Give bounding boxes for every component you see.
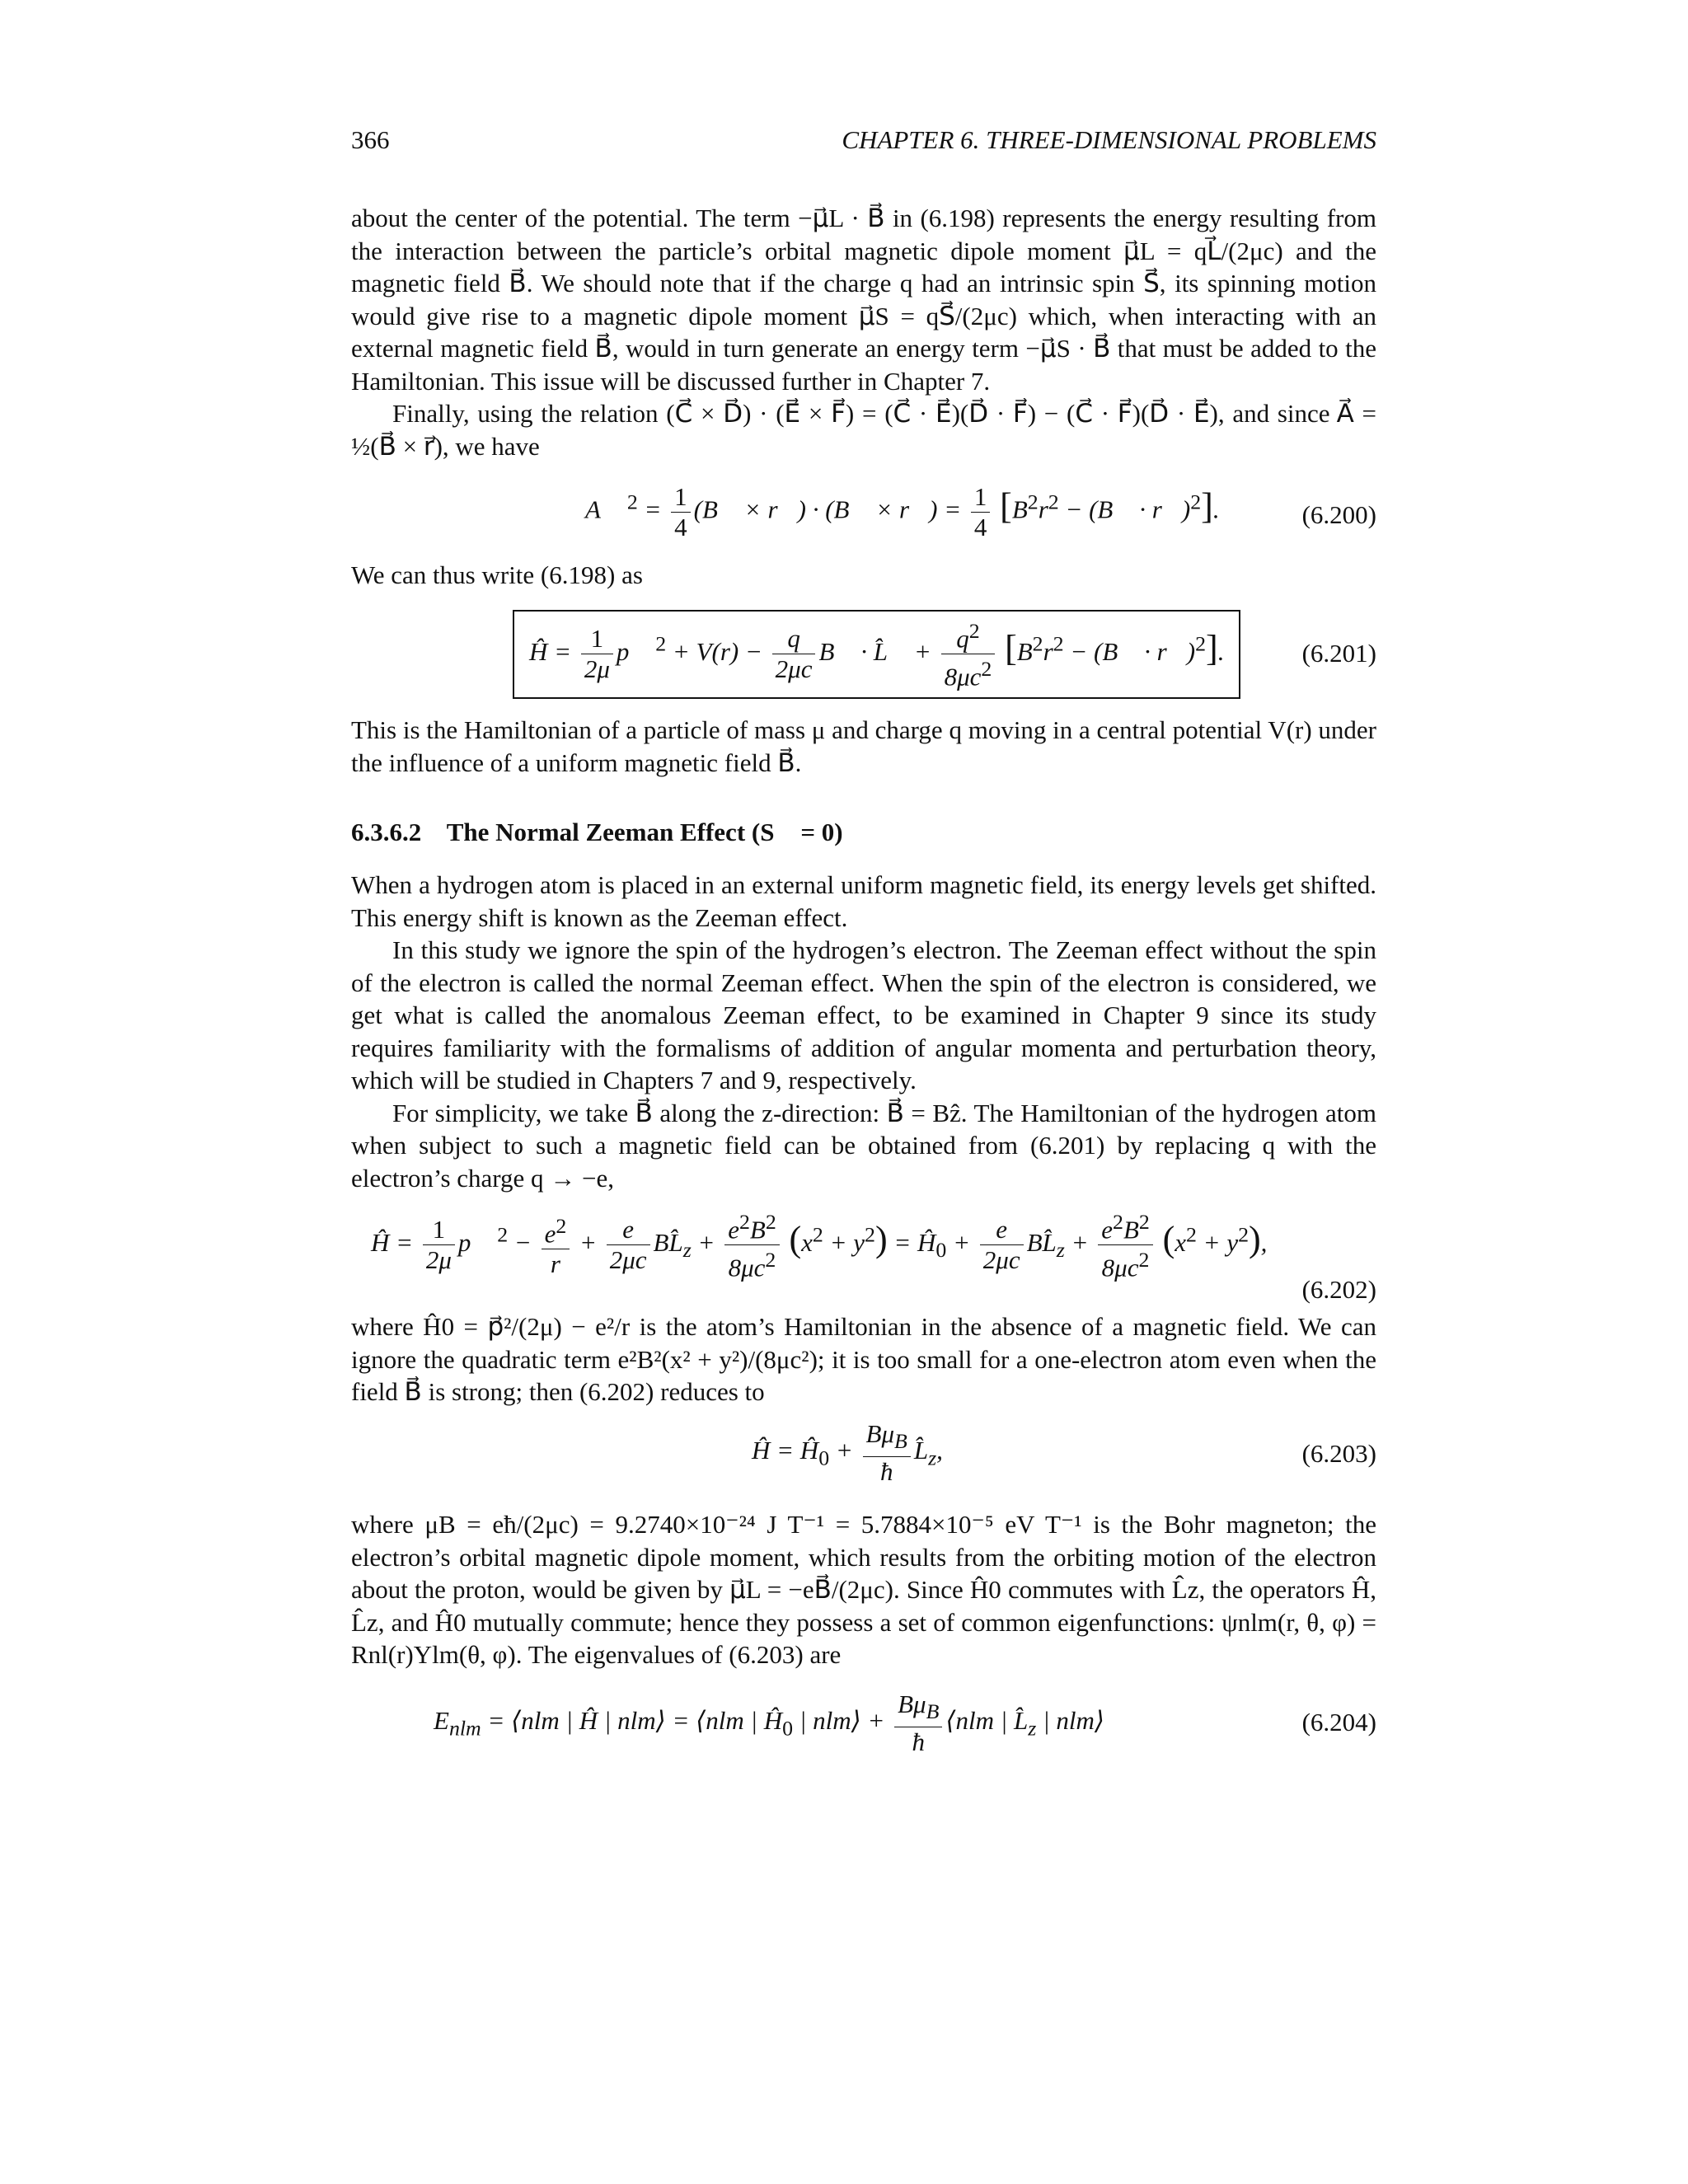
paragraph-4-block [351, 714, 1376, 779]
equation-6-204: $E_{nlm}$ = ⟨nlm | Ĥ | nlm⟩ = ⟨nlm | $Ĥ_0$ | nlm⟩ + $\frac{B\mu_B}{ħ}$ ⟨nlm | $L̂_z$ | nlm⟩ (6.204) [434, 1690, 1376, 1757]
paragraph-6: In this study we ignore the spin of the hydrogen’s electron. The Zeeman effect without the spin of the electron is called the normal Zeeman effect. When the spin of the electron is considered, we get what is called the anomalous Zeeman effect, to be examined in Chapter 9 since its study requires familiarity with the formalisms of addition of angular momenta and perturbation theory, which will be studied in Chapters 7 and 9, respectively. [351, 935, 1376, 1094]
equation-6-202: Ĥ = $\frac{1}{2\mu}$ p⃗ $^2$ − $\frac{e^2}{r}$ + $\frac{e}{2\mu c}$ $BL̂_z$ + $\frac{e^2B^2}{8\mu c^2}$ $(x^2 + y^2)$ = $Ĥ_0$ + $\frac{e}{2\mu c}$ $BL̂_z$ + $\frac{e^2B^2}{8\mu c^2}$ $(x^2 + y^2)$, (6.202) [351, 1207, 1376, 1306]
paragraph-9-block [351, 1508, 1376, 1671]
paragraph-2: Finally, using the relation (C⃗ × D⃗) · (E⃗ × F⃗) = (C⃗ · E⃗)(D⃗ · F⃗) − (C⃗ · F⃗)(D⃗ · E⃗), and since A⃗ = ½(B⃗ × r⃗), we have [351, 399, 1376, 461]
equation-number: (6.203) [1301, 1439, 1376, 1468]
paragraph-3: We can thus write (6.198) as [351, 560, 643, 589]
equation-number: (6.204) [1301, 1708, 1376, 1736]
section-heading [351, 818, 843, 847]
equation-number: (6.201) [1301, 639, 1376, 668]
equation-6-201: Ĥ = $\frac{1}{2\mu}$ p⃗ $^2$ + V(r) − $\frac{q}{2\mu c}$ B⃗ · L̂⃗ + $\frac{q^2}{8\mu c^2}$ [$B^2r^2$ − (B⃗ · r⃗)$^2$]. (6.201) [351, 610, 1376, 701]
paragraph-4: This is the Hamiltonian of a particle of mass μ and charge q moving in a central potential V(r) under the influence of a uniform magnetic field B⃗. [351, 715, 1376, 777]
page-number: 366 [351, 125, 390, 154]
equation-6-203: Ĥ = $Ĥ_0$ + $\frac{B\mu_B}{ħ}$ $L̂_z$, (6.203) [752, 1419, 1376, 1487]
section-number: 6.3.6.2 [351, 818, 422, 846]
equation-6-200: A⃗ $^2$ = $\frac{1}{4}$ (B⃗ × r⃗) · (B⃗ × r⃗) = $\frac{1}{4}$ [$B^2r^2$ − (B⃗ · r⃗)$^2$]. (6.200) [585, 482, 1376, 541]
paragraph-3-block [351, 559, 1376, 592]
page-header [351, 125, 1376, 162]
section-title: The Normal Zeeman Effect (S⃗ = 0) [446, 818, 843, 846]
paragraph-8: where Ĥ0 = p⃗²/(2μ) − e²/r is the atom’s Hamiltonian in the absence of a magnetic field. We can ignore the quadratic term e²B²(x² + y²)/(8μc²); it is too small for a one-electron atom even when the field B⃗ is strong; then (6.202) reduces to [351, 1312, 1376, 1406]
equation-number: (6.202) [1301, 1275, 1376, 1304]
paragraph-1-block [351, 202, 1376, 462]
paragraph-9: where μB = eħ/(2μc) = 9.2740×10⁻²⁴ J T⁻¹ = 5.7884×10⁻⁵ eV T⁻¹ is the Bohr magneton; the electron’s orbital magnetic dipole moment, which results from the orbiting motion of the electron about the proton, would be given by μ⃗L = −eB⃗/(2μc). Since Ĥ0 commutes with L̂z, the operators Ĥ, L̂z, and Ĥ0 mutually commute; hence they possess a set of common eigenfunctions: ψnlm(r, θ, φ) = Rnl(r)Ylm(θ, φ). The eigenvalues of (6.203) are [351, 1510, 1376, 1669]
paragraph-5-block [351, 869, 1376, 1194]
paragraph-1: about the center of the potential. The term −μ⃗L · B⃗ in (6.198) represents the energy resulting from the interaction between the particle’s orbital magnetic dipole moment μ⃗L = qL⃗/(2μc) and the magnetic field B⃗. We should note that if the charge q had an intrinsic spin S⃗, its spinning motion would give rise to a magnetic dipole moment μ⃗S = qS⃗/(2μc) which, when interacting with an external magnetic field B⃗, would in turn generate an energy term −μ⃗S · B⃗ that must be added to the Hamiltonian. This issue will be discussed further in Chapter 7. [351, 204, 1376, 396]
paragraph-7: For simplicity, we take B⃗ along the z-direction: B⃗ = Bẑ. The Hamiltonian of the hydrogen atom when subject to such a magnetic field can be obtained from (6.201) by replacing q with the electron’s charge q → −e, [351, 1098, 1376, 1193]
equation-number: (6.200) [1301, 500, 1376, 529]
paragraph-8-block [351, 1310, 1376, 1408]
paragraph-5: When a hydrogen atom is placed in an external uniform magnetic field, its energy levels get shifted. This energy shift is known as the Zeeman effect. [351, 870, 1376, 932]
chapter-title: CHAPTER 6. THREE-DIMENSIONAL PROBLEMS [842, 125, 1376, 154]
